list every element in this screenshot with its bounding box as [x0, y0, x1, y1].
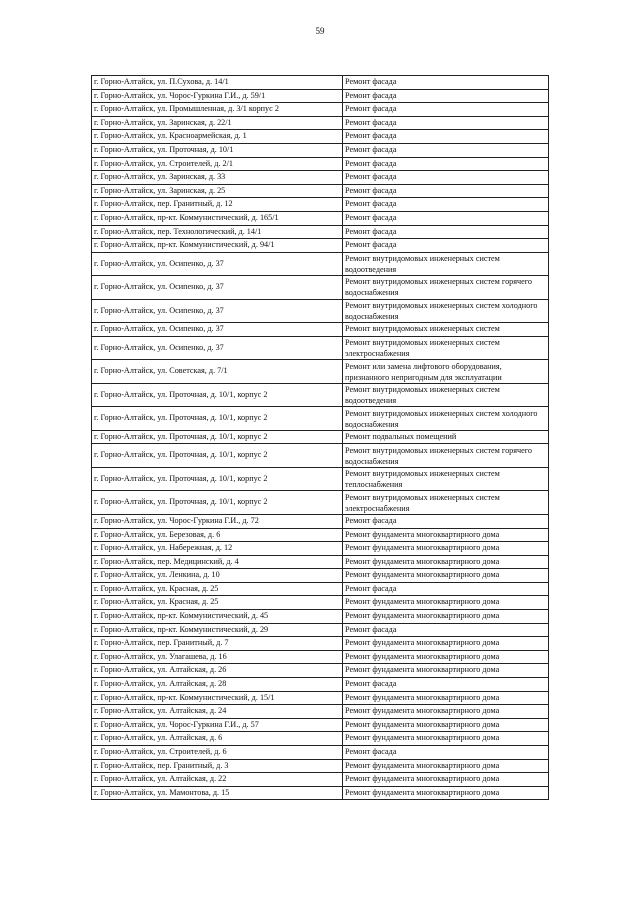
table-row — [92, 569, 549, 583]
table-row — [92, 336, 549, 360]
table-row — [92, 89, 549, 103]
work-type-cell: Ремонт фундамента многоквартирного дома — [343, 691, 549, 705]
table-row — [92, 211, 549, 225]
table-row — [92, 678, 549, 692]
table-row — [92, 596, 549, 610]
table-row — [92, 732, 549, 746]
work-type-cell: Ремонт внутридомовых инженерных систем холодного водоснабжения — [343, 407, 549, 431]
work-type-cell: Ремонт фасада — [343, 130, 549, 144]
address-cell: г. Горно-Алтайск, ул. Осипенко, д. 37 — [92, 323, 343, 337]
address-cell: г. Горно-Алтайск, ул. Алтайская, д. 28 — [92, 678, 343, 692]
address-cell: г. Горно-Алтайск, ул. Заринская, д. 33 — [92, 171, 343, 185]
work-type-cell: Ремонт фасада — [343, 582, 549, 596]
work-type-cell: Ремонт фундамента многоквартирного дома — [343, 528, 549, 542]
work-type-cell: Ремонт фундамента многоквартирного дома — [343, 555, 549, 569]
address-cell: г. Горно-Алтайск, пер. Гранитный, д. 3 — [92, 759, 343, 773]
address-cell: г. Горно-Алтайск, ул. Чорос-Гуркина Г.И., д. 59/1 — [92, 89, 343, 103]
work-type-cell: Ремонт фасада — [343, 171, 549, 185]
work-type-cell: Ремонт фасада — [343, 143, 549, 157]
table-row — [92, 103, 549, 117]
address-cell: г. Горно-Алтайск, пр-кт. Коммунистический, д. 15/1 — [92, 691, 343, 705]
repair-register-table — [91, 75, 549, 800]
address-cell: г. Горно-Алтайск, ул. Алтайская, д. 24 — [92, 705, 343, 719]
work-type-cell: Ремонт фасада — [343, 76, 549, 90]
table-row — [92, 184, 549, 198]
table-row — [92, 759, 549, 773]
work-type-cell: Ремонт фундамента многоквартирного дома — [343, 637, 549, 651]
table-row — [92, 528, 549, 542]
page-number: 59 — [315, 26, 325, 36]
address-cell: г. Горно-Алтайск, пр-кт. Коммунистический, д. 29 — [92, 623, 343, 637]
work-type-cell: Ремонт фундамента многоквартирного дома — [343, 718, 549, 732]
work-type-cell: Ремонт фасада — [343, 116, 549, 130]
address-cell: г. Горно-Алтайск, пр-кт. Коммунистический, д. 94/1 — [92, 239, 343, 253]
work-type-cell: Ремонт фасада — [343, 225, 549, 239]
table-row — [92, 746, 549, 760]
work-type-cell: Ремонт фасада — [343, 198, 549, 212]
table-row — [92, 610, 549, 624]
address-cell: г. Горно-Алтайск, ул. Проточная, д. 10/1, корпус 2 — [92, 444, 343, 468]
table-row — [92, 623, 549, 637]
table-row — [92, 383, 549, 407]
address-cell: г. Горно-Алтайск, ул. Проточная, д. 10/1, корпус 2 — [92, 430, 343, 444]
address-cell: г. Горно-Алтайск, ул. Ленкина, д. 10 — [92, 569, 343, 583]
table-row — [92, 705, 549, 719]
table-row — [92, 130, 549, 144]
work-type-cell: Ремонт внутридомовых инженерных систем электроснабжения — [343, 491, 549, 515]
address-cell: г. Горно-Алтайск, ул. Строителей, д. 2/1 — [92, 157, 343, 171]
address-cell: г. Горно-Алтайск, пер. Гранитный, д. 7 — [92, 637, 343, 651]
address-cell: г. Горно-Алтайск, ул. Чорос-Гуркина Г.И., д. 57 — [92, 718, 343, 732]
address-cell: г. Горно-Алтайск, пер. Гранитный, д. 12 — [92, 198, 343, 212]
work-type-cell: Ремонт фасада — [343, 239, 549, 253]
table-row — [92, 116, 549, 130]
address-cell: г. Горно-Алтайск, ул. Алтайская, д. 6 — [92, 732, 343, 746]
table-row — [92, 239, 549, 253]
table-body — [92, 76, 549, 800]
table-row — [92, 76, 549, 90]
work-type-cell: Ремонт фундамента многоквартирного дома — [343, 773, 549, 787]
address-cell: г. Горно-Алтайск, ул. Промышленная, д. 3/1 корпус 2 — [92, 103, 343, 117]
address-cell: г. Горно-Алтайск, ул. Осипенко, д. 37 — [92, 276, 343, 300]
address-cell: г. Горно-Алтайск, ул. Чорос-Гуркина Г.И., д. 72 — [92, 514, 343, 528]
work-type-cell: Ремонт фасада — [343, 746, 549, 760]
table-row — [92, 143, 549, 157]
address-cell: г. Горно-Алтайск, ул. Проточная, д. 10/1 — [92, 143, 343, 157]
address-cell: г. Горно-Алтайск, пр-кт. Коммунистический, д. 45 — [92, 610, 343, 624]
table-row — [92, 157, 549, 171]
work-type-cell: Ремонт внутридомовых инженерных систем электроснабжения — [343, 336, 549, 360]
work-type-cell: Ремонт внутридомовых инженерных систем теплоснабжения — [343, 467, 549, 491]
work-type-cell: Ремонт фундамента многоквартирного дома — [343, 759, 549, 773]
address-cell: г. Горно-Алтайск, ул. Осипенко, д. 37 — [92, 299, 343, 323]
work-type-cell: Ремонт фундамента многоквартирного дома — [343, 650, 549, 664]
table-row — [92, 198, 549, 212]
address-cell: г. Горно-Алтайск, ул. Красная, д. 25 — [92, 582, 343, 596]
address-cell: г. Горно-Алтайск, ул. Осипенко, д. 37 — [92, 336, 343, 360]
work-type-cell: Ремонт фасада — [343, 184, 549, 198]
work-type-cell: Ремонт фундамента многоквартирного дома — [343, 732, 549, 746]
work-type-cell: Ремонт фундамента многоквартирного дома — [343, 596, 549, 610]
work-type-cell: Ремонт внутридомовых инженерных систем водоотведения — [343, 383, 549, 407]
table-row — [92, 171, 549, 185]
table-row — [92, 555, 549, 569]
address-cell: г. Горно-Алтайск, ул. Заринская, д. 22/1 — [92, 116, 343, 130]
address-cell: г. Горно-Алтайск, ул. Красная, д. 25 — [92, 596, 343, 610]
work-type-cell: Ремонт фасада — [343, 678, 549, 692]
address-cell: г. Горно-Алтайск, ул. Заринская, д. 25 — [92, 184, 343, 198]
address-cell: г. Горно-Алтайск, ул. Набережная, д. 12 — [92, 542, 343, 556]
address-cell: г. Горно-Алтайск, ул. Алтайская, д. 22 — [92, 773, 343, 787]
address-cell: г. Горно-Алтайск, ул. Улагашева, д. 16 — [92, 650, 343, 664]
work-type-cell: Ремонт фасада — [343, 623, 549, 637]
work-type-cell: Ремонт фасада — [343, 157, 549, 171]
address-cell: г. Горно-Алтайск, ул. Проточная, д. 10/1, корпус 2 — [92, 491, 343, 515]
table-row — [92, 718, 549, 732]
table-row — [92, 276, 549, 300]
address-cell: г. Горно-Алтайск, ул. П.Сухова, д. 14/1 — [92, 76, 343, 90]
work-type-cell: Ремонт внутридомовых инженерных систем горячего водоснабжения — [343, 276, 549, 300]
address-cell: г. Горно-Алтайск, ул. Проточная, д. 10/1, корпус 2 — [92, 407, 343, 431]
address-cell: г. Горно-Алтайск, ул. Мамонтова, д. 15 — [92, 786, 343, 800]
table-row — [92, 491, 549, 515]
table-row — [92, 786, 549, 800]
work-type-cell: Ремонт фундамента многоквартирного дома — [343, 786, 549, 800]
table-row — [92, 444, 549, 468]
address-cell: г. Горно-Алтайск, ул. Строителей, д. 6 — [92, 746, 343, 760]
table-row — [92, 467, 549, 491]
address-cell: г. Горно-Алтайск, ул. Алтайская, д. 26 — [92, 664, 343, 678]
address-cell: г. Горно-Алтайск, ул. Березовая, д. 6 — [92, 528, 343, 542]
table-row — [92, 225, 549, 239]
table-row — [92, 407, 549, 431]
address-cell: г. Горно-Алтайск, ул. Проточная, д. 10/1, корпус 2 — [92, 383, 343, 407]
address-cell: г. Горно-Алтайск, пр-кт. Коммунистический, д. 165/1 — [92, 211, 343, 225]
work-type-cell: Ремонт подвальных помещений — [343, 430, 549, 444]
work-type-cell: Ремонт фундамента многоквартирного дома — [343, 610, 549, 624]
work-type-cell: Ремонт фасада — [343, 103, 549, 117]
work-type-cell: Ремонт внутридомовых инженерных систем холодного водоснабжения — [343, 299, 549, 323]
table-row — [92, 637, 549, 651]
work-type-cell: Ремонт или замена лифтового оборудования, признанного непригодным для эксплуатации — [343, 360, 549, 384]
address-cell: г. Горно-Алтайск, ул. Советская, д. 7/1 — [92, 360, 343, 384]
table-row — [92, 252, 549, 276]
work-type-cell: Ремонт фасада — [343, 514, 549, 528]
address-cell: г. Горно-Алтайск, ул. Красноармейская, д. 1 — [92, 130, 343, 144]
table-row — [92, 691, 549, 705]
table-row — [92, 323, 549, 337]
address-cell: г. Горно-Алтайск, ул. Проточная, д. 10/1, корпус 2 — [92, 467, 343, 491]
table-row — [92, 360, 549, 384]
work-type-cell: Ремонт внутридомовых инженерных систем — [343, 323, 549, 337]
work-type-cell: Ремонт внутридомовых инженерных систем горячего водоснабжения — [343, 444, 549, 468]
work-type-cell: Ремонт фундамента многоквартирного дома — [343, 664, 549, 678]
table-row — [92, 514, 549, 528]
address-cell: г. Горно-Алтайск, пер. Технологический, д. 14/1 — [92, 225, 343, 239]
table-row — [92, 430, 549, 444]
table-row — [92, 773, 549, 787]
work-type-cell: Ремонт фасада — [343, 211, 549, 225]
table-row — [92, 664, 549, 678]
work-type-cell: Ремонт фундамента многоквартирного дома — [343, 705, 549, 719]
work-type-cell: Ремонт фундамента многоквартирного дома — [343, 542, 549, 556]
work-type-cell: Ремонт фундамента многоквартирного дома — [343, 569, 549, 583]
address-cell: г. Горно-Алтайск, ул. Осипенко, д. 37 — [92, 252, 343, 276]
table-row — [92, 650, 549, 664]
address-cell: г. Горно-Алтайск, пер. Медицинский, д. 4 — [92, 555, 343, 569]
table-row — [92, 299, 549, 323]
work-type-cell: Ремонт фасада — [343, 89, 549, 103]
table-row — [92, 582, 549, 596]
table-row — [92, 542, 549, 556]
work-type-cell: Ремонт внутридомовых инженерных систем водоотведения — [343, 252, 549, 276]
